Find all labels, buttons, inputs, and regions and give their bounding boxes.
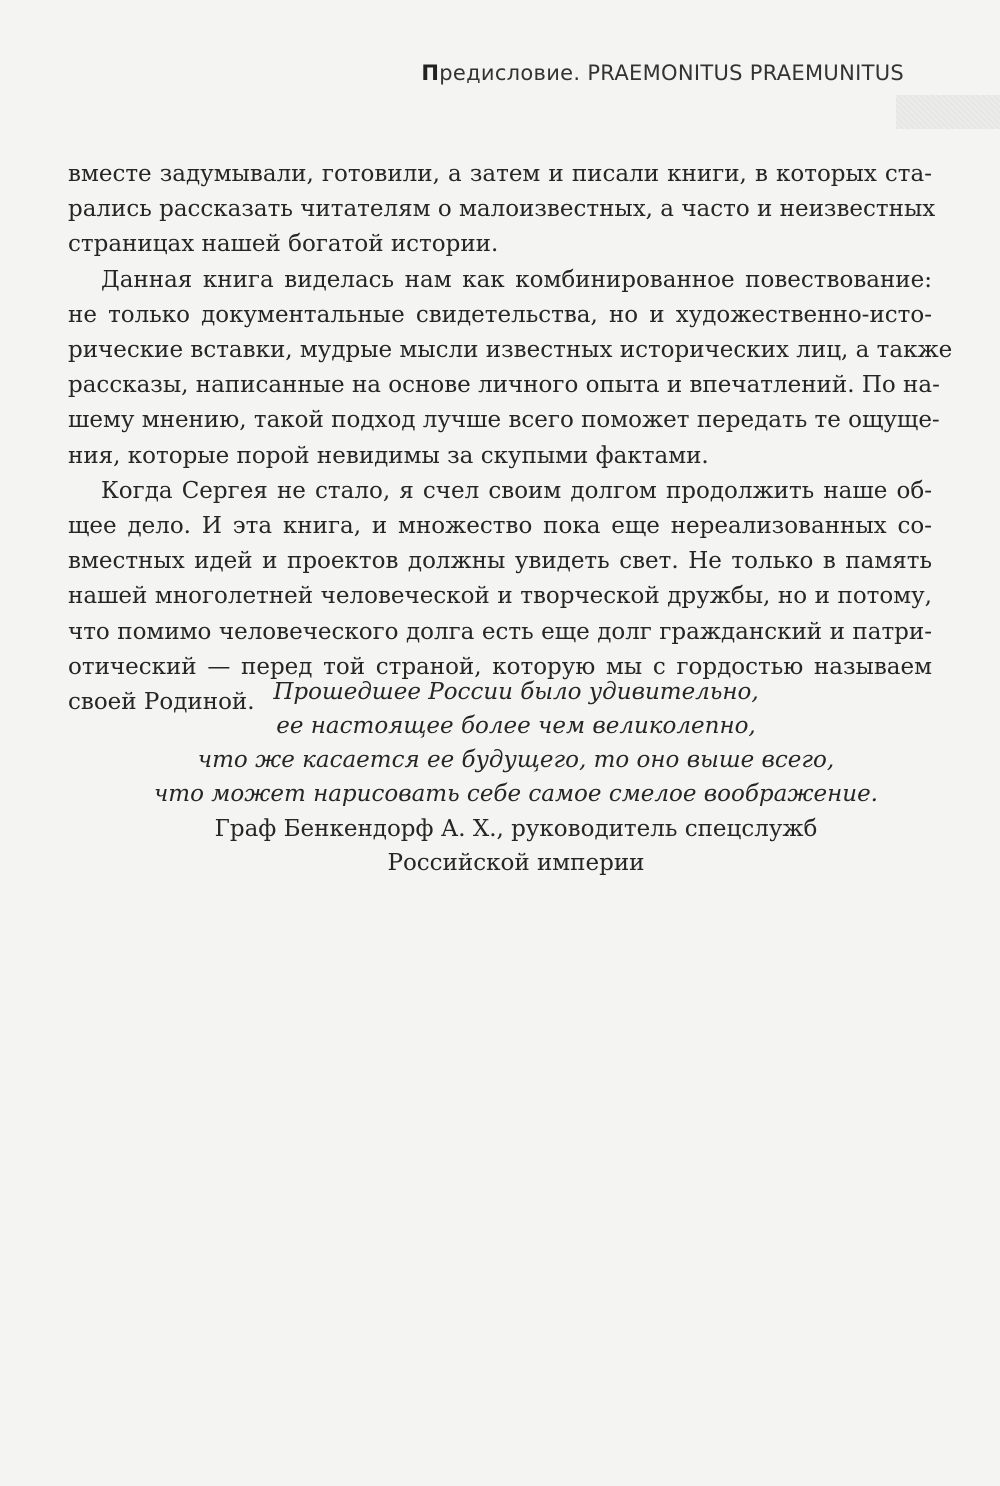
body-line: шему мнению, такой подход лучше всего поможет передать те ощуще- bbox=[68, 407, 940, 434]
body-line: нашей многолетней человеческой и творческой дружбы, но и потому, bbox=[68, 583, 932, 610]
body-line: рассказы, написанные на основе личного опыта и впечатлений. По на- bbox=[68, 372, 940, 399]
quote-line: что же касается ее будущего, то оно выше всего, bbox=[197, 747, 835, 773]
quote-attribution bbox=[100, 812, 932, 880]
body-line: отический — перед той страной, которую мы с гордостью называем bbox=[68, 653, 932, 680]
running-header-title: редисловие. PRAEMONITUS PRAEMUNITUS bbox=[439, 61, 904, 85]
body-line: щее дело. И эта книга, и множество пока еще нереализованных со- bbox=[68, 513, 932, 540]
attribution-line: Граф Бенкендорф А. Х., руководитель спецслужб bbox=[214, 816, 818, 842]
body-line: Когда Сергея не стало, я счел своим долгом продолжить наше об- bbox=[101, 477, 932, 504]
quote-line: Прошедшее России было удивительно, bbox=[273, 679, 759, 705]
attribution-line: Российской империи bbox=[387, 850, 645, 876]
running-header-initial: П bbox=[421, 61, 440, 85]
body-line: рические вставки, мудрые мысли известных исторических лиц, а также bbox=[68, 337, 953, 364]
page-edge-tab bbox=[896, 95, 1000, 129]
body-line: вместных идей и проектов должны увидеть свет. Не только в память bbox=[68, 548, 932, 575]
quote-line: что может нарисовать себе самое смелое воображение. bbox=[154, 781, 878, 807]
quote-line: ее настоящее более чем великолепно, bbox=[276, 713, 756, 739]
body-line: вместе задумывали, готовили, а затем и писали книги, в которых ста- bbox=[68, 161, 932, 187]
running-header bbox=[421, 61, 904, 85]
body-line: ния, которые порой невидимы за скупыми фактами. bbox=[68, 442, 709, 469]
body-line: не только документальные свидетельства, но и художественно-исто- bbox=[68, 301, 932, 328]
body-line: что помимо человеческого долга есть еще долг гражданский и патри- bbox=[68, 618, 932, 645]
epigraph-quote bbox=[100, 675, 932, 811]
body-line: страницах нашей богатой истории. bbox=[68, 231, 499, 258]
body-text bbox=[68, 157, 953, 720]
body-line: Данная книга виделась нам как комбинированное повествование: bbox=[101, 266, 932, 293]
body-line: своей Родиной. bbox=[68, 689, 255, 716]
body-line: рались рассказать читателям о малоизвестных, а часто и неизвестных bbox=[68, 196, 936, 223]
